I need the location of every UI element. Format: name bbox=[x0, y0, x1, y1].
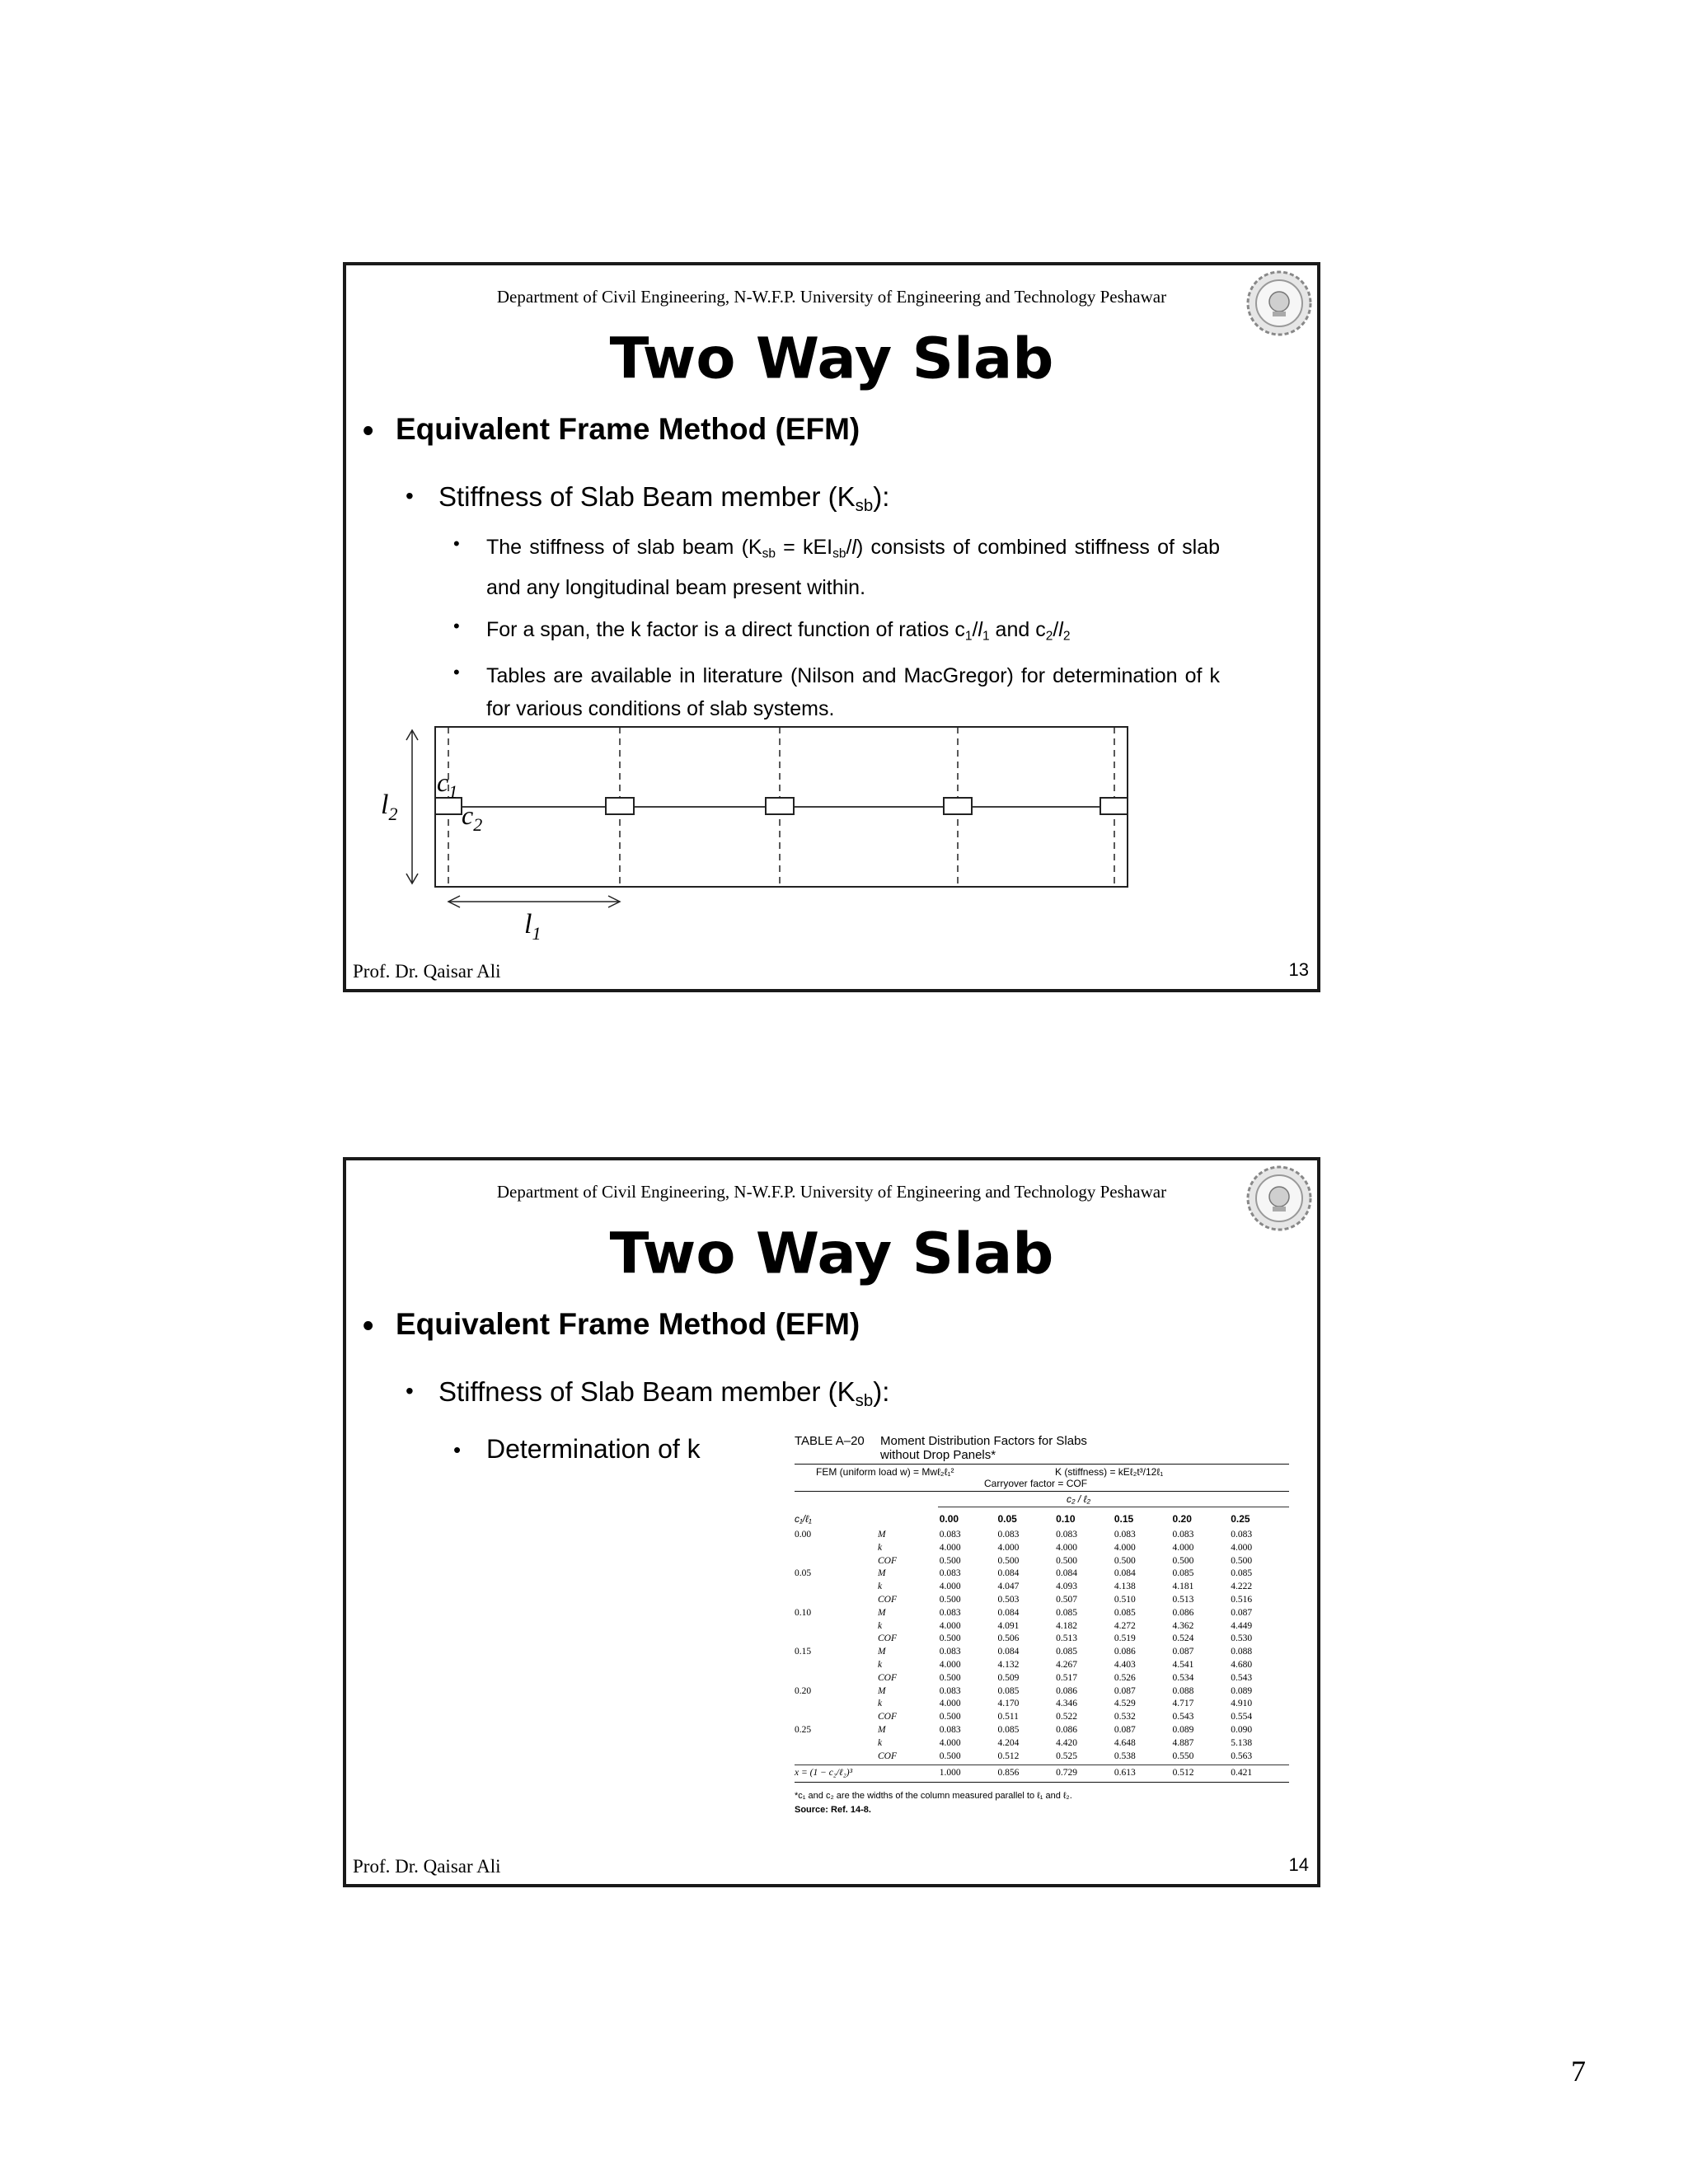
value-cell: 0.086 bbox=[1056, 1685, 1078, 1696]
value-cell: 0.085 bbox=[997, 1685, 1020, 1696]
label-l1: $l_1$ bbox=[524, 909, 542, 944]
subbullet-k-factor bbox=[453, 613, 1220, 654]
bullet-dot-icon: • bbox=[453, 533, 460, 554]
value-cell: 0.083 bbox=[997, 1530, 1020, 1540]
label-l2: $l_2$ bbox=[381, 790, 398, 824]
column bbox=[606, 798, 634, 814]
factor-cell: k bbox=[878, 1542, 883, 1553]
factor-cell: M bbox=[878, 1685, 886, 1696]
value-cell: 0.086 bbox=[1114, 1647, 1136, 1657]
factor-cell: k bbox=[878, 1737, 883, 1748]
value-cell: 4.000 bbox=[939, 1542, 961, 1553]
k-factor-table bbox=[795, 1509, 1289, 1763]
value-cell: 4.680 bbox=[1231, 1659, 1253, 1670]
c1-ratio-cell bbox=[795, 1750, 878, 1764]
table-row bbox=[795, 1529, 1289, 1542]
table-header-row bbox=[795, 1509, 1289, 1529]
c1-ratio-cell: 0.25 bbox=[795, 1724, 812, 1735]
x-value: 0.613 bbox=[1114, 1768, 1136, 1779]
table-footnote: *c₁ and c₂ are the widths of the column measured parallel to ℓ₁ and ℓ₂. bbox=[795, 1791, 1072, 1802]
factor-cell: COF bbox=[878, 1750, 897, 1761]
value-cell: 0.083 bbox=[939, 1607, 961, 1618]
value-cell: 0.084 bbox=[997, 1607, 1020, 1618]
value-cell: 0.554 bbox=[1231, 1712, 1253, 1722]
value-cell: 0.511 bbox=[997, 1712, 1019, 1722]
c1-ratio-cell bbox=[795, 1659, 878, 1672]
value-cell: 4.000 bbox=[997, 1542, 1020, 1553]
value-cell: 4.000 bbox=[939, 1659, 961, 1670]
c1-ratio-cell bbox=[795, 1737, 878, 1750]
value-cell: 5.138 bbox=[1231, 1737, 1253, 1748]
value-cell: 4.267 bbox=[1056, 1659, 1078, 1670]
value-cell: 0.513 bbox=[1056, 1633, 1078, 1644]
subscript: 2 bbox=[1062, 629, 1071, 644]
value-cell: 0.500 bbox=[1172, 1555, 1194, 1566]
factor-cell: COF bbox=[878, 1712, 897, 1722]
value-cell: 0.087 bbox=[1114, 1724, 1136, 1735]
table-row bbox=[795, 1646, 1289, 1659]
x-value: 0.856 bbox=[997, 1768, 1020, 1779]
c1-ratio-cell: 0.10 bbox=[795, 1607, 812, 1618]
carryover-factor: Carryover factor = COF bbox=[984, 1478, 1088, 1489]
table-label: TABLE A–20 bbox=[795, 1434, 865, 1448]
value-cell: 4.000 bbox=[939, 1620, 961, 1631]
value-cell: 0.513 bbox=[1172, 1594, 1194, 1605]
value-cell: 4.000 bbox=[939, 1737, 961, 1748]
table-rule bbox=[795, 1464, 1289, 1465]
bullet-dot-icon: • bbox=[406, 483, 414, 509]
row-header: c₁/ℓ₁ bbox=[795, 1513, 812, 1525]
factor-cell: k bbox=[878, 1659, 883, 1670]
value-cell: 4.138 bbox=[1114, 1582, 1136, 1592]
table-rule bbox=[795, 1782, 1289, 1783]
value-cell: 0.084 bbox=[1056, 1568, 1078, 1579]
c1-ratio-cell: 0.20 bbox=[795, 1685, 812, 1696]
value-cell: 0.084 bbox=[1114, 1568, 1136, 1579]
x-value: 1.000 bbox=[939, 1768, 961, 1779]
value-cell: 0.500 bbox=[997, 1555, 1020, 1566]
slide-title: Two Way Slab bbox=[609, 325, 1054, 392]
value-cell: 4.648 bbox=[1114, 1737, 1136, 1748]
c1-ratio-cell: 0.05 bbox=[795, 1568, 812, 1579]
value-cell: 0.538 bbox=[1114, 1750, 1136, 1761]
table-row bbox=[795, 1698, 1289, 1711]
value-cell: 4.091 bbox=[997, 1620, 1020, 1631]
value-cell: 0.522 bbox=[1056, 1712, 1078, 1722]
table-row bbox=[795, 1594, 1289, 1607]
bullet-stiffness bbox=[406, 1376, 890, 1411]
table-row bbox=[795, 1620, 1289, 1633]
column-header: 0.05 bbox=[997, 1513, 1017, 1525]
value-cell: 0.543 bbox=[1172, 1712, 1194, 1722]
bullet-dot-icon: • bbox=[453, 1437, 462, 1462]
text-part: For a span, the k factor is a direct function of ratios c bbox=[486, 618, 965, 641]
value-cell: 0.083 bbox=[939, 1530, 961, 1540]
factor-cell: M bbox=[878, 1568, 886, 1579]
table-title: Moment Distribution Factors for Slabs without Drop Panels* bbox=[880, 1434, 1087, 1462]
table-row bbox=[795, 1711, 1289, 1724]
factor-cell: COF bbox=[878, 1633, 897, 1644]
text-part: The stiffness of slab beam (K bbox=[486, 536, 762, 559]
value-cell: 4.420 bbox=[1056, 1737, 1078, 1748]
subbullet-determination bbox=[453, 1432, 734, 1465]
c1-ratio-cell: 0.15 bbox=[795, 1647, 812, 1657]
factor-cell: M bbox=[878, 1607, 886, 1618]
value-cell: 4.000 bbox=[939, 1582, 961, 1592]
ratio-header-line bbox=[795, 1493, 1289, 1505]
bullet-efm-text: Equivalent Frame Method (EFM) bbox=[396, 1307, 860, 1341]
value-cell: 0.085 bbox=[1172, 1568, 1194, 1579]
value-cell: 0.083 bbox=[939, 1724, 961, 1735]
value-cell: 0.503 bbox=[997, 1594, 1020, 1605]
c1-ratio-cell bbox=[795, 1594, 878, 1607]
value-cell: 0.563 bbox=[1231, 1750, 1253, 1761]
value-cell: 4.047 bbox=[997, 1582, 1020, 1592]
table-row bbox=[795, 1750, 1289, 1764]
c1-ratio-cell bbox=[795, 1672, 878, 1685]
table-row bbox=[795, 1607, 1289, 1620]
text-part: / bbox=[972, 618, 978, 641]
value-cell: 0.083 bbox=[1231, 1530, 1253, 1540]
factor-header bbox=[878, 1509, 940, 1529]
bullet-dot-icon: • bbox=[363, 414, 374, 448]
subscript: 1 bbox=[982, 629, 990, 644]
value-cell: 4.541 bbox=[1172, 1659, 1194, 1670]
c1-ratio-cell: 0.00 bbox=[795, 1530, 812, 1540]
x-value: 0.421 bbox=[1231, 1768, 1253, 1779]
value-cell: 4.000 bbox=[1231, 1542, 1253, 1553]
value-cell: 0.085 bbox=[1056, 1607, 1078, 1618]
author: Prof. Dr. Qaisar Ali bbox=[353, 1856, 501, 1877]
symbol-l: l bbox=[851, 536, 856, 559]
value-cell: 4.346 bbox=[1056, 1699, 1078, 1709]
value-cell: 0.500 bbox=[1231, 1555, 1253, 1566]
value-cell: 0.084 bbox=[997, 1647, 1020, 1657]
table-row bbox=[795, 1568, 1289, 1581]
x-value: 0.729 bbox=[1056, 1768, 1078, 1779]
table-row bbox=[795, 1685, 1289, 1699]
value-cell: 0.088 bbox=[1231, 1647, 1253, 1657]
table-rule bbox=[795, 1491, 1289, 1492]
stiffness-formula: K (stiffness) = kEℓ₂t³/12ℓ₁ bbox=[1055, 1466, 1164, 1478]
value-cell: 0.534 bbox=[1172, 1672, 1194, 1683]
table-row bbox=[795, 1737, 1289, 1750]
factor-cell: COF bbox=[878, 1555, 897, 1566]
c1-ratio-cell bbox=[795, 1555, 878, 1568]
value-cell: 4.272 bbox=[1114, 1620, 1136, 1631]
factor-cell: M bbox=[878, 1530, 886, 1540]
fem-formula: FEM (uniform load w) = Mwℓ₂ℓ₁² bbox=[816, 1466, 954, 1478]
value-cell: 0.083 bbox=[1172, 1530, 1194, 1540]
c1-ratio-cell bbox=[795, 1633, 878, 1646]
subscript: 1 bbox=[964, 629, 973, 644]
value-cell: 4.222 bbox=[1231, 1582, 1253, 1592]
column-header: 0.15 bbox=[1114, 1513, 1134, 1525]
value-cell: 0.500 bbox=[939, 1750, 961, 1761]
c1-ratio-cell bbox=[795, 1711, 878, 1724]
value-cell: 4.000 bbox=[1056, 1542, 1078, 1553]
ratio-header: c₂ / ℓ₂ bbox=[1067, 1493, 1091, 1505]
c1-ratio-cell bbox=[795, 1620, 878, 1633]
column bbox=[766, 798, 794, 814]
c1-ratio-cell bbox=[795, 1698, 878, 1711]
slide-number: 14 bbox=[1288, 1854, 1309, 1875]
table-row bbox=[795, 1542, 1289, 1555]
author: Prof. Dr. Qaisar Ali bbox=[353, 961, 501, 982]
bullet-stiffness-prefix: Stiffness of Slab Beam member (K bbox=[438, 481, 856, 512]
value-cell: 0.500 bbox=[939, 1633, 961, 1644]
value-cell: 0.084 bbox=[997, 1568, 1020, 1579]
bullet-dot-icon: • bbox=[406, 1378, 414, 1404]
value-cell: 0.087 bbox=[1114, 1685, 1136, 1696]
value-cell: 0.090 bbox=[1231, 1724, 1253, 1735]
subbullet-stiffness-def bbox=[453, 531, 1220, 604]
value-cell: 0.500 bbox=[1056, 1555, 1078, 1566]
value-cell: 0.083 bbox=[939, 1685, 961, 1696]
value-cell: 0.500 bbox=[939, 1594, 961, 1605]
value-cell: 0.519 bbox=[1114, 1633, 1136, 1644]
value-cell: 4.362 bbox=[1172, 1620, 1194, 1631]
table-caption bbox=[795, 1434, 1289, 1462]
column bbox=[1100, 798, 1128, 814]
value-cell: 4.000 bbox=[1172, 1542, 1194, 1553]
symbol-l: l bbox=[978, 618, 982, 641]
subscript: sb bbox=[762, 546, 776, 561]
bullet-stiffness-prefix: Stiffness of Slab Beam member (K bbox=[438, 1376, 856, 1407]
value-cell: 0.526 bbox=[1114, 1672, 1136, 1683]
subscript: sb bbox=[832, 546, 846, 561]
c1-ratio-cell bbox=[795, 1542, 878, 1555]
text-part: / bbox=[846, 536, 852, 559]
department-header: Department of Civil Engineering, N-W.F.P. University of Engineering and Technology Peshawar bbox=[496, 287, 1167, 307]
value-cell: 0.083 bbox=[939, 1568, 961, 1579]
symbol-l: l bbox=[1058, 618, 1063, 641]
value-cell: 0.086 bbox=[1056, 1724, 1078, 1735]
value-cell: 0.500 bbox=[939, 1672, 961, 1683]
value-cell: 4.181 bbox=[1172, 1582, 1194, 1592]
subscript-sb: sb bbox=[855, 1391, 874, 1411]
carryover-line bbox=[795, 1478, 1289, 1489]
value-cell: 0.509 bbox=[997, 1672, 1020, 1683]
factor-cell: k bbox=[878, 1582, 883, 1592]
value-cell: 4.449 bbox=[1231, 1620, 1253, 1631]
value-cell: 4.000 bbox=[939, 1699, 961, 1709]
table-row bbox=[795, 1672, 1289, 1685]
value-cell: 4.403 bbox=[1114, 1659, 1136, 1670]
page-number: 7 bbox=[1571, 2055, 1586, 2088]
factor-cell: M bbox=[878, 1647, 886, 1657]
table-row bbox=[795, 1581, 1289, 1594]
table-source: Source: Ref. 14-8. bbox=[795, 1805, 871, 1816]
subbullet-tables-text: Tables are available in literature (Nilson and MacGregor) for determination of k for various conditions of slab systems. bbox=[486, 664, 1220, 720]
bullet-dot-icon: • bbox=[363, 1309, 374, 1343]
subscript: 2 bbox=[1045, 629, 1053, 644]
value-cell: 0.500 bbox=[939, 1555, 961, 1566]
value-cell: 0.083 bbox=[1114, 1530, 1136, 1540]
value-cell: 0.088 bbox=[1172, 1685, 1194, 1696]
value-cell: 0.085 bbox=[1114, 1607, 1136, 1618]
bullet-efm bbox=[363, 1307, 860, 1343]
x-row-table bbox=[795, 1767, 1289, 1780]
column-header: 0.00 bbox=[939, 1513, 959, 1525]
value-cell: 4.093 bbox=[1056, 1582, 1078, 1592]
subbullet-determination-text: Determination of k bbox=[486, 1434, 701, 1464]
value-cell: 0.085 bbox=[997, 1724, 1020, 1735]
value-cell: 0.086 bbox=[1172, 1607, 1194, 1618]
x-value: 0.512 bbox=[1172, 1768, 1194, 1779]
value-cell: 4.182 bbox=[1056, 1620, 1078, 1631]
bullet-stiffness-suffix: ): bbox=[873, 1376, 890, 1407]
value-cell: 0.532 bbox=[1114, 1712, 1136, 1722]
table-formula-line bbox=[795, 1466, 1289, 1478]
table-row bbox=[795, 1555, 1289, 1568]
table-row bbox=[795, 1633, 1289, 1646]
department-header: Department of Civil Engineering, N-W.F.P. University of Engineering and Technology Peshawar bbox=[496, 1182, 1167, 1202]
value-cell: 4.170 bbox=[997, 1699, 1020, 1709]
value-cell: 0.087 bbox=[1231, 1607, 1253, 1618]
value-cell: 4.910 bbox=[1231, 1699, 1253, 1709]
value-cell: 0.089 bbox=[1231, 1685, 1253, 1696]
value-cell: 0.083 bbox=[939, 1647, 961, 1657]
value-cell: 0.083 bbox=[1056, 1530, 1078, 1540]
value-cell: 4.529 bbox=[1114, 1699, 1136, 1709]
value-cell: 0.087 bbox=[1172, 1647, 1194, 1657]
x-label: x = (1 − c₂/ℓ₂)³ bbox=[795, 1768, 853, 1779]
value-cell: 4.717 bbox=[1172, 1699, 1194, 1709]
subscript-sb: sb bbox=[855, 496, 874, 516]
value-cell: 0.500 bbox=[1114, 1555, 1136, 1566]
bullet-dot-icon: • bbox=[453, 616, 460, 636]
factor-cell: k bbox=[878, 1620, 883, 1631]
bullet-efm bbox=[363, 412, 860, 448]
table-body bbox=[795, 1529, 1289, 1763]
text-part: / bbox=[1053, 618, 1059, 641]
value-cell: 0.524 bbox=[1172, 1633, 1194, 1644]
bullet-dot-icon: • bbox=[453, 662, 460, 682]
factor-cell: COF bbox=[878, 1672, 897, 1683]
column-header: 0.10 bbox=[1056, 1513, 1076, 1525]
value-cell: 4.887 bbox=[1172, 1737, 1194, 1748]
label-c2: $c_2$ bbox=[462, 800, 483, 835]
value-cell: 0.512 bbox=[997, 1750, 1020, 1761]
table-row bbox=[795, 1659, 1289, 1672]
c1-ratio-cell bbox=[795, 1581, 878, 1594]
bullet-stiffness-suffix: ): bbox=[873, 481, 890, 512]
text-part: ) consists of combined stiffness of slab and any longitudinal beam present within. bbox=[486, 536, 1220, 599]
value-cell: 0.517 bbox=[1056, 1672, 1078, 1683]
text-part: and c bbox=[989, 618, 1046, 641]
slab-plan-diagram bbox=[381, 727, 1220, 944]
value-cell: 0.506 bbox=[997, 1633, 1020, 1644]
label-c1: $c_1$ bbox=[437, 767, 458, 802]
subbullet-tables bbox=[453, 659, 1220, 725]
slide-number: 13 bbox=[1288, 959, 1309, 980]
value-cell: 4.204 bbox=[997, 1737, 1020, 1748]
value-cell: 4.000 bbox=[1114, 1542, 1136, 1553]
value-cell: 0.525 bbox=[1056, 1750, 1078, 1761]
value-cell: 0.516 bbox=[1231, 1594, 1253, 1605]
moment-distribution-table bbox=[795, 1434, 1289, 1817]
value-cell: 0.500 bbox=[939, 1712, 961, 1722]
value-cell: 0.530 bbox=[1231, 1633, 1253, 1644]
bullet-efm-text: Equivalent Frame Method (EFM) bbox=[396, 412, 860, 446]
value-cell: 4.132 bbox=[997, 1659, 1020, 1670]
column-header: 0.20 bbox=[1172, 1513, 1192, 1525]
column-header: 0.25 bbox=[1231, 1513, 1250, 1525]
value-cell: 0.507 bbox=[1056, 1594, 1078, 1605]
bullet-stiffness bbox=[406, 481, 890, 516]
value-cell: 0.510 bbox=[1114, 1594, 1136, 1605]
value-cell: 0.085 bbox=[1056, 1647, 1078, 1657]
table-notes bbox=[795, 1789, 1289, 1817]
factor-cell: k bbox=[878, 1699, 883, 1709]
column bbox=[944, 798, 972, 814]
value-cell: 0.550 bbox=[1172, 1750, 1194, 1761]
value-cell: 0.543 bbox=[1231, 1672, 1253, 1683]
factor-cell: COF bbox=[878, 1594, 897, 1605]
slide-title: Two Way Slab bbox=[609, 1220, 1054, 1287]
factor-cell: M bbox=[878, 1724, 886, 1735]
table-row bbox=[795, 1724, 1289, 1737]
text-part: = kEI bbox=[775, 536, 833, 559]
slide-13 bbox=[343, 262, 1320, 992]
x-row bbox=[795, 1767, 1289, 1780]
value-cell: 0.089 bbox=[1172, 1724, 1194, 1735]
value-cell: 0.085 bbox=[1231, 1568, 1253, 1579]
slide-14 bbox=[343, 1157, 1320, 1887]
